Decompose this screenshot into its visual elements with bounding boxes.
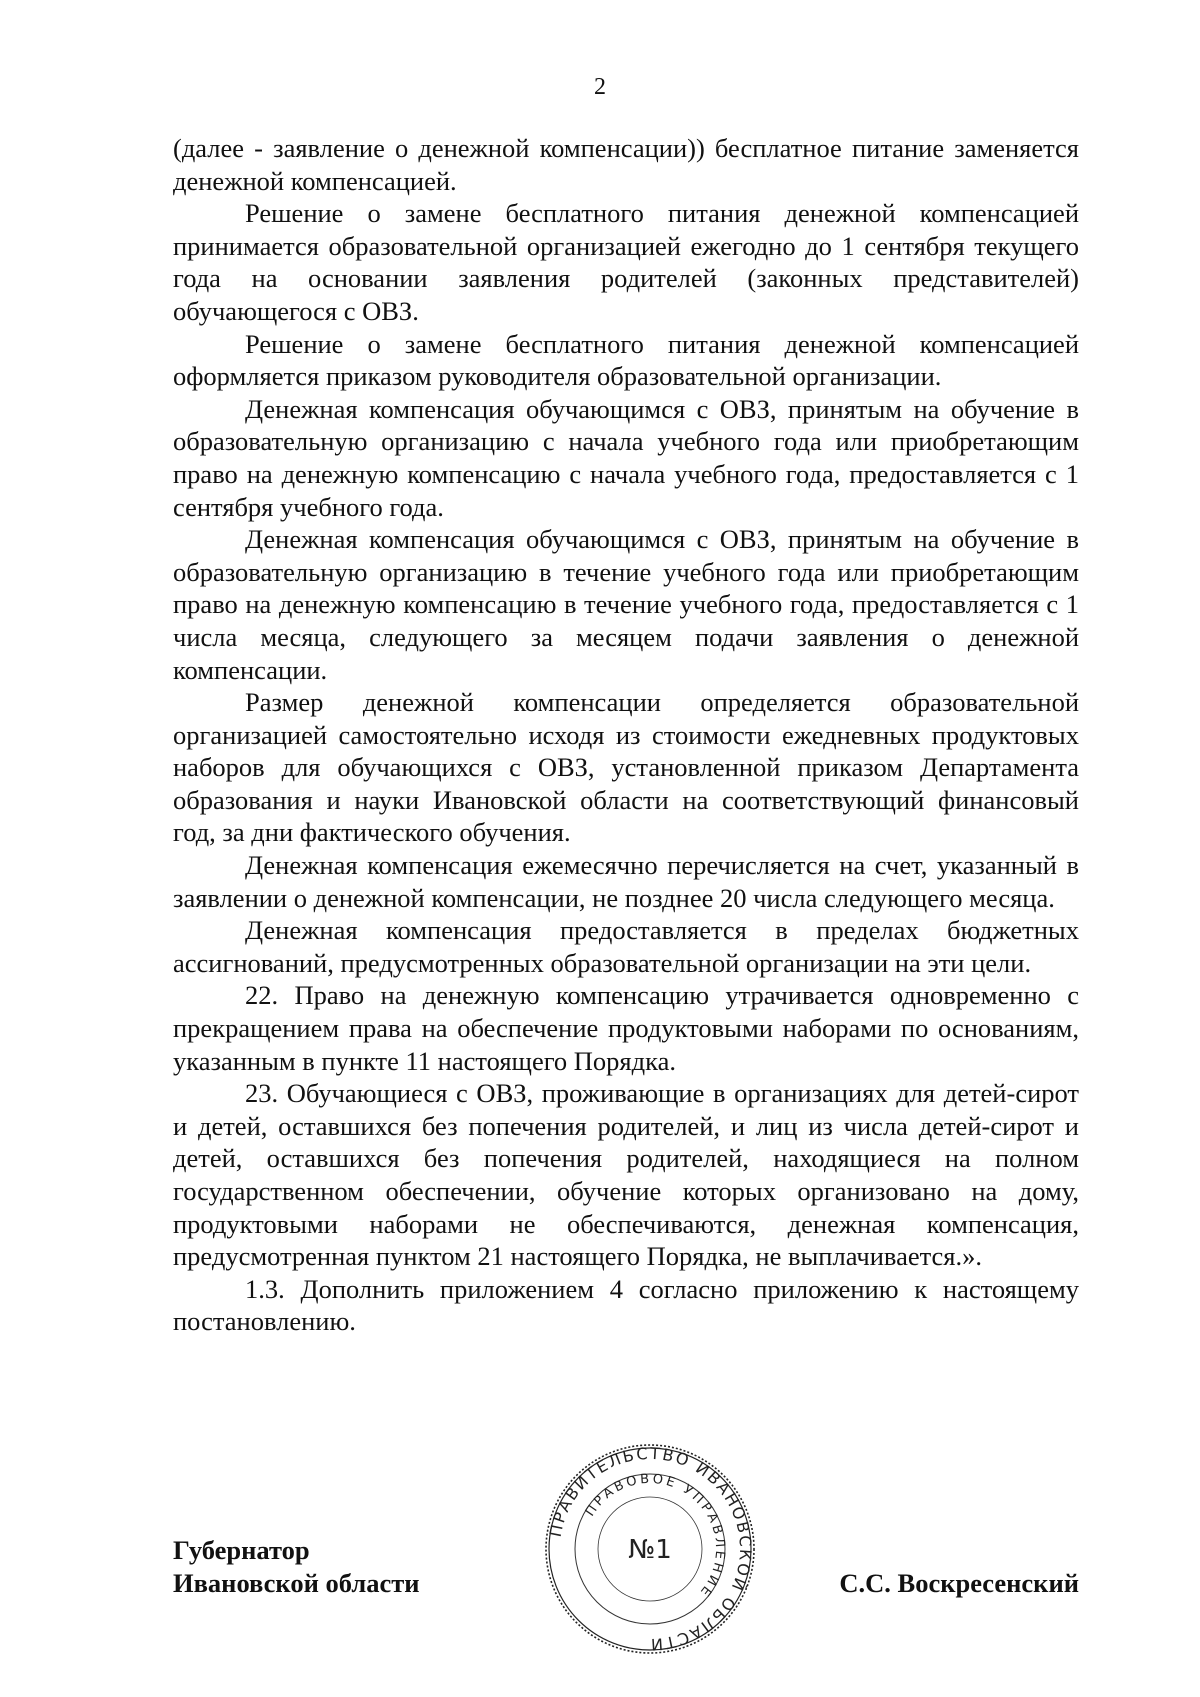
official-stamp <box>542 1441 758 1657</box>
signatory-name: С.С. Воскресенский <box>839 1568 1079 1598</box>
paragraph: Решение о замене бесплатного питания денежной компенсацией оформляется приказом руководителя образовательной организации. <box>173 328 1079 392</box>
stamp-inner-text: ПРАВОВОЕ УПРАВЛЕНИЕ <box>582 1471 728 1601</box>
signatory-position <box>173 1534 420 1600</box>
paragraph: Решение о замене бесплатного питания денежной компенсацией принимается образовательной организацией ежегодно до 1 сентября текущего года на основании заявления родителей (законных представителей) обучающегося с ОВЗ. <box>173 198 1079 326</box>
paragraph: 1.3. Дополнить приложением 4 согласно приложению к настоящему постановлению. <box>173 1273 1079 1337</box>
paragraph: Денежная компенсация предоставляется в пределах бюджетных ассигнований, предусмотренных образовательной организации на эти цели. <box>173 915 1079 978</box>
position-line: Ивановской области <box>173 1568 420 1598</box>
position-line: Губернатор <box>173 1535 310 1565</box>
page-number: 2 <box>594 74 606 100</box>
paragraph: 23. Обучающиеся с ОВЗ, проживающие в организациях для детей-сирот и детей, оставшихся без попечения родителей, и лиц из числа детей-сирот и детей, оставшихся без попечения родителей, находящиеся на полном государственном обеспечении, обучение которых организовано на дому, продуктовыми наборами не обеспечиваются, денежная компенсация, предусмотренная пунктом 21 настоящего Порядка, не выплачивается.». <box>173 1078 1079 1272</box>
document-body <box>173 132 1079 1338</box>
paragraph: Размер денежной компенсации определяется образовательной организацией самостоятельно исходя из стоимости ежедневных продуктовых наборов для обучающихся с ОВЗ, установленной приказом Департамента образования и науки Ивановской области на соответствующий финансовый год, за дни фактического обучения. <box>173 687 1079 848</box>
stamp-seal-icon <box>542 1441 758 1657</box>
paragraph: Денежная компенсация ежемесячно перечисляется на счет, указанный в заявлении о денежной компенсации, не позднее 20 числа следующего месяца. <box>173 850 1079 913</box>
paragraph: 22. Право на денежную компенсацию утрачивается одновременно с прекращением права на обеспечение продуктовыми наборами по основаниям, указанным в пункте 11 настоящего Порядка. <box>173 980 1079 1076</box>
stamp-center-text: №1 <box>628 1535 672 1565</box>
paragraph: (далее - заявление о денежной компенсации)) бесплатное питание заменяется денежной компенсацией. <box>173 133 1079 196</box>
paragraph: Денежная компенсация обучающимся с ОВЗ, принятым на обучение в образовательную организацию в течение учебного года или приобретающим право на денежную компенсацию в течение учебного года, предоставляется с 1 числа месяца, следующего за месяцем подачи заявления о денежной компенсации. <box>173 524 1079 685</box>
stamp-outer-text: ПРАВИТЕЛЬСТВО ИВАНОВСКОЙ ОБЛАСТИ <box>545 1443 756 1655</box>
paragraph: Денежная компенсация обучающимся с ОВЗ, принятым на обучение в образовательную организацию с начала учебного года или приобретающим право на денежную компенсацию с начала учебного года, предоставляется с 1 сентября учебного года. <box>173 393 1079 522</box>
